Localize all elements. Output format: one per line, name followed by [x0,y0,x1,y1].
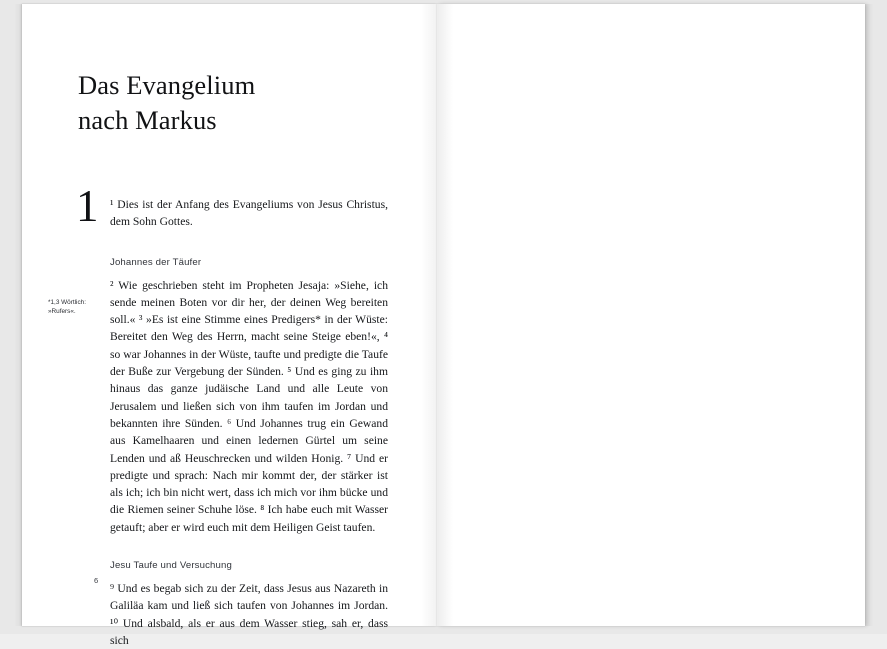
left-page-content [22,4,437,647]
verse-paragraph-3: ⁹ Und es begab sich zu der Zeit, dass Jesus aus Nazareth in Galiläa kam und ließ sich taufen von Johannes im Jordan. ¹⁰ Und alsbald, als er aus dem Wasser stieg, sah er, dass sich [110,582,388,647]
spacer [110,571,388,580]
book-title-line-2: nach Markus [78,104,217,135]
verse-paragraph-1: ¹ Dies ist der Anfang des Evangeliums von Jesus Christus, dem Sohn Gottes. [110,198,388,229]
right-edge-shadow [864,4,874,626]
spacer [110,231,388,257]
book-title-line-1: Das Evangelium [78,70,256,100]
verse-paragraph-2: ² Wie geschrieben steht im Propheten Jesaja: »Siehe, ich sende meinen Boten vor dir her, der deinen Weg bereiten soll.« ³ »Es ist eine Stimme eines Predigers* in der Wüste: Bereitet den Weg des Herrn, macht seine Steige eben!«, ⁴ so war Johannes in der Wüste, taufte und predigte die Taufe der Buße zur Vergebung der Sünden. ⁵ Und es ging zu ihm hinaus das ganze judäische Land und alle Leute von Jerusalem und ließen sich von ihm taufen im Jordan und bekannten ihre Sünden. ⁶ Und Johannes trug ein Gewand aus Kamelhaaren und einen ledernen Gürtel um seine Lenden und aß Heuschrecken und wilden Honig. ⁷ Und er predigte und sprach: Nach mir kommt der, der stärker ist als ich; ich bin nicht wert, dass ich mich vor ihm bücke und die Riemen seiner Schuhe löse. ⁸ Ich habe euch mit Wasser getauft; aber er wird euch mit dem Heiligen Geist taufen. [110,278,388,534]
page-number: 6 [94,576,99,585]
spacer [110,536,388,560]
section-heading-taufe: Jesu Taufe und Versuchung [110,560,232,572]
page-title [78,68,408,137]
scripture-text-column [110,196,388,649]
spacer [110,268,388,277]
section-heading-johannes: Johannes der Täufer [110,256,202,268]
margin-note: *1,3 Wörtlich: »Rufers«. [48,299,87,315]
chapter-number: 1 [76,181,99,231]
right-page [437,4,865,626]
left-page [22,4,437,647]
